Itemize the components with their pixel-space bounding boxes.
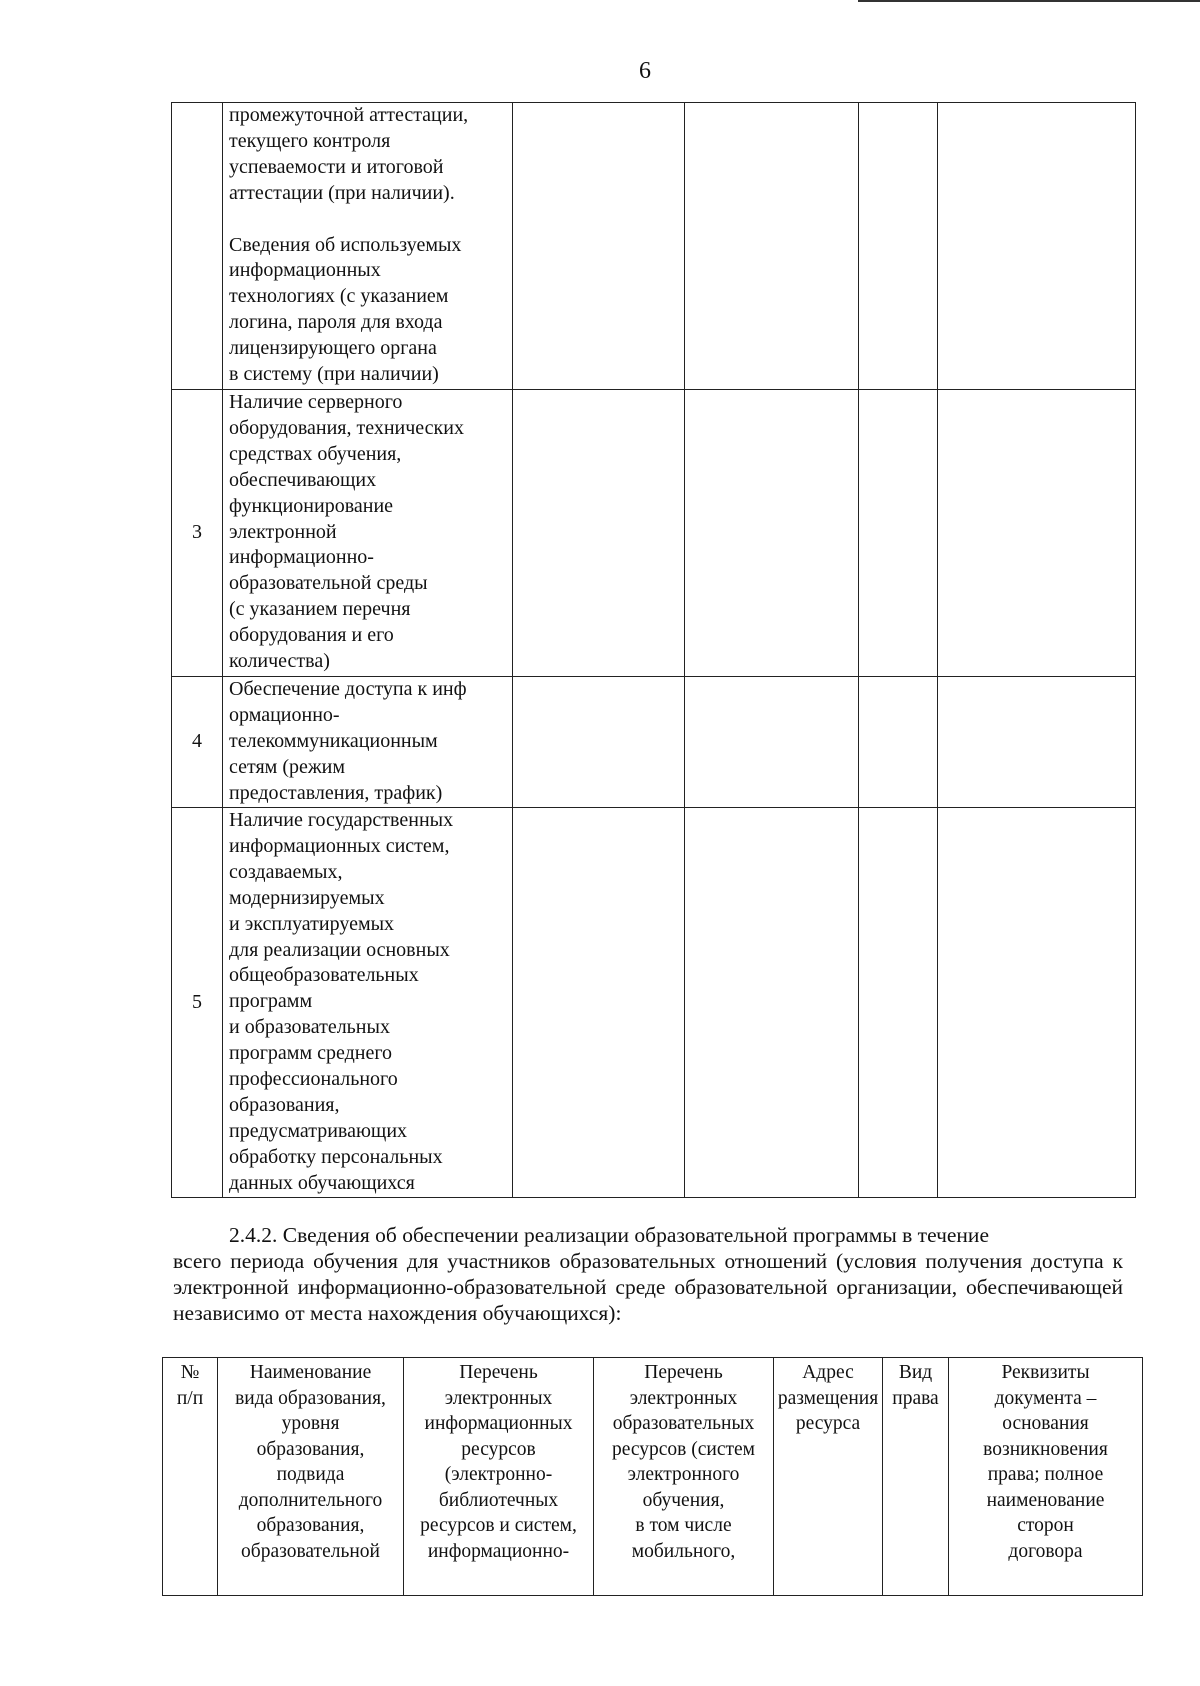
- desc-line: обеспечивающих: [229, 468, 377, 491]
- empty-cell: [513, 677, 685, 808]
- header-education-type: [218, 1358, 404, 1596]
- header-line: ресурсов и систем,: [420, 1515, 577, 1536]
- empty-cell: [938, 103, 1136, 390]
- header-line: сторон: [1017, 1515, 1074, 1536]
- header-line: электронного: [627, 1464, 740, 1485]
- desc-line: Наличие серверного: [229, 391, 403, 413]
- header-line: ресурсов: [461, 1438, 536, 1460]
- table-header-row: [163, 1358, 1143, 1596]
- header-line: дополнительного: [238, 1489, 383, 1511]
- header-line: обучения,: [642, 1489, 725, 1511]
- desc-line: оборудования и его: [229, 624, 394, 647]
- header-line: Перечень: [459, 1362, 538, 1383]
- header-line: наименование: [986, 1489, 1105, 1511]
- desc-line: и образовательных: [229, 1016, 390, 1039]
- paragraph-first-line: 2.4.2. Сведения об обеспечении реализации образовательной программы в течение: [229, 1223, 989, 1247]
- desc-line: Сведения об используемых: [229, 233, 462, 256]
- paragraph-gap: [229, 207, 508, 233]
- desc-line: создаваемых,: [229, 860, 343, 883]
- header-document-details: [949, 1358, 1143, 1596]
- desc-line: аттестации (при наличии).: [229, 181, 455, 204]
- desc-line: общеобразовательных: [229, 964, 419, 987]
- header-line: электронных: [444, 1387, 553, 1409]
- header-line: мобильного,: [631, 1540, 736, 1562]
- header-line: размещения: [777, 1387, 879, 1409]
- desc-line: средствах обучения,: [229, 442, 402, 465]
- desc-line: в систему (при наличии): [229, 363, 439, 386]
- header-right-type: [883, 1358, 949, 1596]
- empty-cell: [859, 677, 938, 808]
- header-line: №: [180, 1362, 200, 1383]
- header-line: информационно-: [427, 1540, 570, 1562]
- row-number: [172, 103, 223, 390]
- desc-line: функционирование: [229, 494, 394, 517]
- desc-line: количества): [229, 650, 330, 673]
- desc-line: телекоммуникационным: [229, 729, 438, 752]
- empty-cell: [513, 103, 685, 390]
- header-line: договора: [1008, 1540, 1083, 1562]
- header-line: образования,: [256, 1438, 365, 1460]
- section-paragraph: [173, 1222, 1123, 1326]
- empty-cell: [938, 390, 1136, 677]
- desc-line: лицензирующего органа: [229, 337, 437, 360]
- row-description: [223, 103, 513, 390]
- header-resource-address: [774, 1358, 883, 1596]
- desc-line: оборудования, технических: [229, 416, 464, 439]
- desc-line: электронной: [229, 520, 337, 543]
- header-line: Перечень: [644, 1362, 723, 1383]
- header-line: образования,: [256, 1515, 365, 1536]
- empty-cell: [938, 677, 1136, 808]
- desc-line: и эксплуатируемых: [229, 912, 395, 935]
- header-line: вида образования,: [235, 1387, 386, 1409]
- empty-cell: [685, 103, 859, 390]
- desc-line: профессионального: [229, 1068, 398, 1091]
- desc-line: успеваемости и итоговой: [229, 155, 444, 178]
- desc-line: предусматривающих: [229, 1119, 408, 1142]
- desc-line: программ среднего: [229, 1042, 393, 1065]
- header-edu-resources: [594, 1358, 774, 1596]
- header-line: (электронно-: [444, 1464, 553, 1485]
- header-line: ресурсов (систем: [611, 1438, 756, 1460]
- desc-line: Обеспечение доступа к инф: [229, 678, 467, 700]
- desc-line: модернизируемых: [229, 886, 385, 909]
- desc-line: логина, пароля для входа: [229, 311, 443, 334]
- desc-line: обработку персональных: [229, 1145, 443, 1168]
- empty-cell: [685, 390, 859, 677]
- header-line: Вид: [898, 1362, 933, 1383]
- header-line: ресурса: [795, 1413, 861, 1434]
- table-row: [172, 390, 1136, 677]
- header-line: образовательных: [612, 1413, 755, 1434]
- header-line: документа –: [994, 1387, 1097, 1409]
- header-line: п/п: [176, 1387, 204, 1409]
- desc-line: образовательной среды: [229, 572, 428, 595]
- desc-line: образования,: [229, 1093, 340, 1116]
- desc-line: (с указанием перечня: [229, 598, 411, 621]
- paragraph-rest: всего периода обучения для участников образовательных отношений (условия получения доступа к электронной информационно-образовательной среде образовательной организации, обеспечивающей независимо от места нахождения обучающихся):: [173, 1249, 1123, 1325]
- empty-cell: [859, 103, 938, 390]
- desc-line: Наличие государственных: [229, 809, 454, 831]
- desc-line: технологиях (с указанием: [229, 285, 449, 308]
- table-row: [172, 677, 1136, 808]
- table-row: [172, 103, 1136, 390]
- header-line: библиотечных: [438, 1489, 559, 1511]
- desc-line: предоставления, трафик): [229, 781, 443, 804]
- header-num: [163, 1358, 218, 1596]
- desc-line: промежуточной аттестации,: [229, 104, 469, 126]
- header-line: Реквизиты: [1001, 1362, 1090, 1383]
- desc-line: для реализации основных: [229, 938, 450, 961]
- desc-line: ормационно-: [229, 703, 340, 726]
- page-number: 6: [639, 58, 651, 84]
- desc-line: сетям (режим: [229, 755, 346, 778]
- desc-line: информационных систем,: [229, 834, 450, 857]
- header-line: информационных: [424, 1413, 573, 1434]
- header-line: образовательной: [241, 1540, 380, 1562]
- row-number: 5: [172, 808, 223, 1198]
- resources-table: [171, 102, 1136, 1198]
- header-line: уровня: [281, 1413, 340, 1434]
- header-line: в том числе: [635, 1515, 732, 1536]
- empty-cell: [859, 808, 938, 1198]
- top-rule: [858, 0, 1200, 2]
- empty-cell: [513, 390, 685, 677]
- row-number: 4: [172, 677, 223, 808]
- header-line: подвида: [276, 1464, 345, 1485]
- desc-line: информационно-: [229, 546, 374, 569]
- row-number: 3: [172, 390, 223, 677]
- table-row: [172, 808, 1136, 1198]
- desc-line: текущего контроля: [229, 129, 391, 152]
- header-info-resources: [404, 1358, 594, 1596]
- desc-line: программ: [229, 990, 313, 1013]
- empty-cell: [685, 677, 859, 808]
- row-description: [223, 677, 513, 808]
- desc-line: данных обучающихся: [229, 1171, 415, 1194]
- header-line: Адрес: [802, 1362, 854, 1383]
- row-description: [223, 390, 513, 677]
- empty-cell: [859, 390, 938, 677]
- empty-cell: [938, 808, 1136, 1198]
- header-line: права; полное: [987, 1464, 1104, 1485]
- row-description: [223, 808, 513, 1198]
- header-line: основания: [1002, 1413, 1089, 1434]
- header-line: возникновения: [983, 1438, 1108, 1460]
- header-line: права: [892, 1387, 939, 1409]
- empty-cell: [685, 808, 859, 1198]
- desc-line: информационных: [229, 259, 381, 282]
- header-line: Наименование: [249, 1362, 372, 1383]
- access-table: [162, 1357, 1143, 1596]
- empty-cell: [513, 808, 685, 1198]
- header-line: электронных: [629, 1387, 738, 1409]
